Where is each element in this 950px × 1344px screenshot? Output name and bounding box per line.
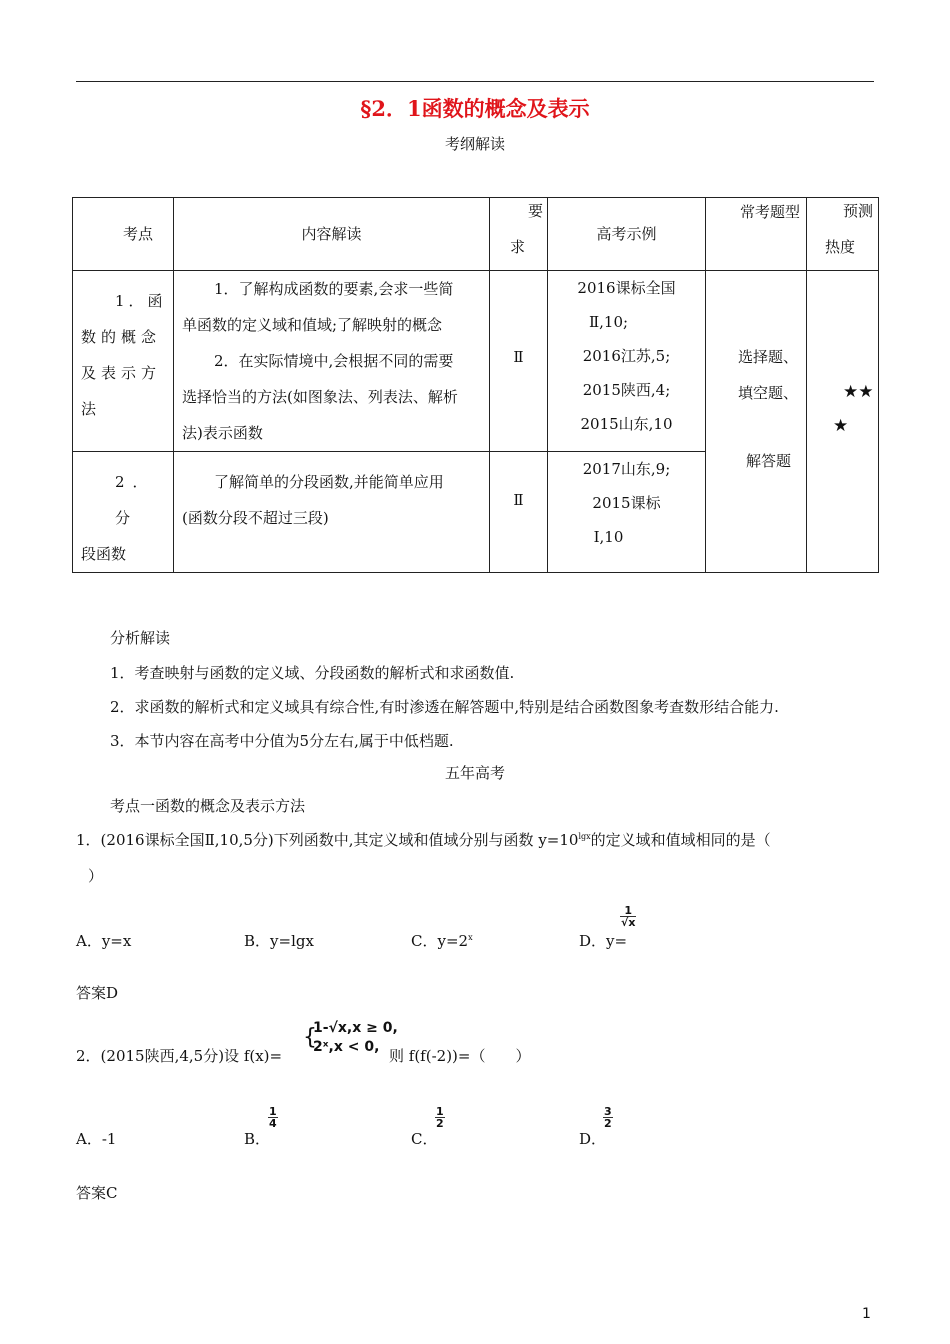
q2-option-c: C． [411,1130,438,1148]
syllabus-table [72,197,879,573]
row2-neirong: 了解简单的分段函数,并能简单应用 (函数分段不超过三段) [174,452,490,573]
section-heading-wunian: 五年高考 [444,764,505,782]
header-neirong: 内容解读 [174,198,490,271]
piecewise-case-2: 2ˣ,x < 0, [313,1039,380,1055]
question-2-stem-tail: 则 f(f(-2))=（ ） [389,1047,531,1065]
header-tixing: 常考题型 [706,198,807,271]
q1-option-a: A．y=x [76,932,132,950]
row2-shili: 2017山东,9; 2015课标 Ⅰ,10 [548,452,706,573]
tixing-cell: 选择题、 填空题、 解答题 [706,271,807,573]
q2-option-c-fraction: $\frac{1}{2}$ [436,1105,444,1130]
header-yaoqiu: 要 求 [490,198,548,271]
question-2-stem: 2．(2015陕西,4,5分)设 f(x)= [76,1047,283,1065]
q2-option-b: B． [244,1130,271,1148]
row1-kaodian: 1．函 数的概念 及表示方 法 [73,271,174,452]
row1-neirong: 1．了解构成函数的要素,会求一些简 单函数的定义域和值域;了解映射的概念 2．在实际情境中,会根据不同的需要 选择恰当的方法(如图象法、列表法、解析 法)表示函数 [174,271,490,452]
row2-kaodian: 2．分 段函数 [73,452,174,573]
section-heading-kaogang: 考纲解读 [444,135,505,153]
question-1-stem: 1．(2016课标全国Ⅱ,10,5分)下列函数中,其定义域和值域分别与函数 $y=10^{lgx}$的定义域和值域相同的是（ [76,831,771,849]
row2-yaoqiu: Ⅱ [490,452,548,573]
header-kaodian: 考点 [73,198,174,271]
q1-option-d: D．y= [579,932,628,950]
row1-yaoqiu: Ⅱ [490,271,548,452]
q1-option-b: B．y=lgx [244,932,314,950]
topic-heading: 考点一函数的概念及表示方法 [110,797,306,815]
heat-cell [807,271,879,573]
q1-option-d-fraction: $\frac{1}{√x}$ [621,904,636,929]
q2-option-d-fraction: $\frac{3}{2}$ [604,1105,612,1130]
row1-shili: 2016课标全国 Ⅱ,10; 2016江苏,5; 2015陕西,4; 2015山东,10 [548,271,706,452]
q1-answer: 答案D [76,984,119,1002]
heat-star: ★ [833,416,849,436]
question-1-stem-close: ） [88,867,104,885]
analysis-item-1: 1．考查映射与函数的定义域、分段函数的解析式和求函数值. [110,664,515,682]
header-rule [76,81,874,82]
piecewise-case-1: 1-√x,x ≥ 0, [313,1020,398,1036]
header-yuce: 预测 热度 [807,198,879,271]
piecewise-brace: { [303,1025,317,1050]
page-title: §2．1函数的概念及表示 [360,96,590,121]
q2-answer: 答案C [76,1184,118,1202]
page-number: 1 [862,1306,871,1322]
analysis-item-3: 3．本节内容在高考中分值为5分左右,属于中低档题. [110,732,454,750]
q2-option-a: A．-1 [76,1130,117,1148]
q1-option-c: C．$y=2^x$ [411,932,473,950]
q2-option-b-fraction: $\frac{1}{4}$ [269,1105,277,1130]
heat-stars: ★★ [843,382,874,402]
analysis-heading: 分析解读 [110,629,171,647]
analysis-item-2: 2．求函数的解析式和定义域具有综合性,有时渗透在解答题中,特别是结合函数图象考查数形结合能力. [110,698,779,716]
q2-option-d: D． [579,1130,607,1148]
header-shili: 高考示例 [548,198,706,271]
